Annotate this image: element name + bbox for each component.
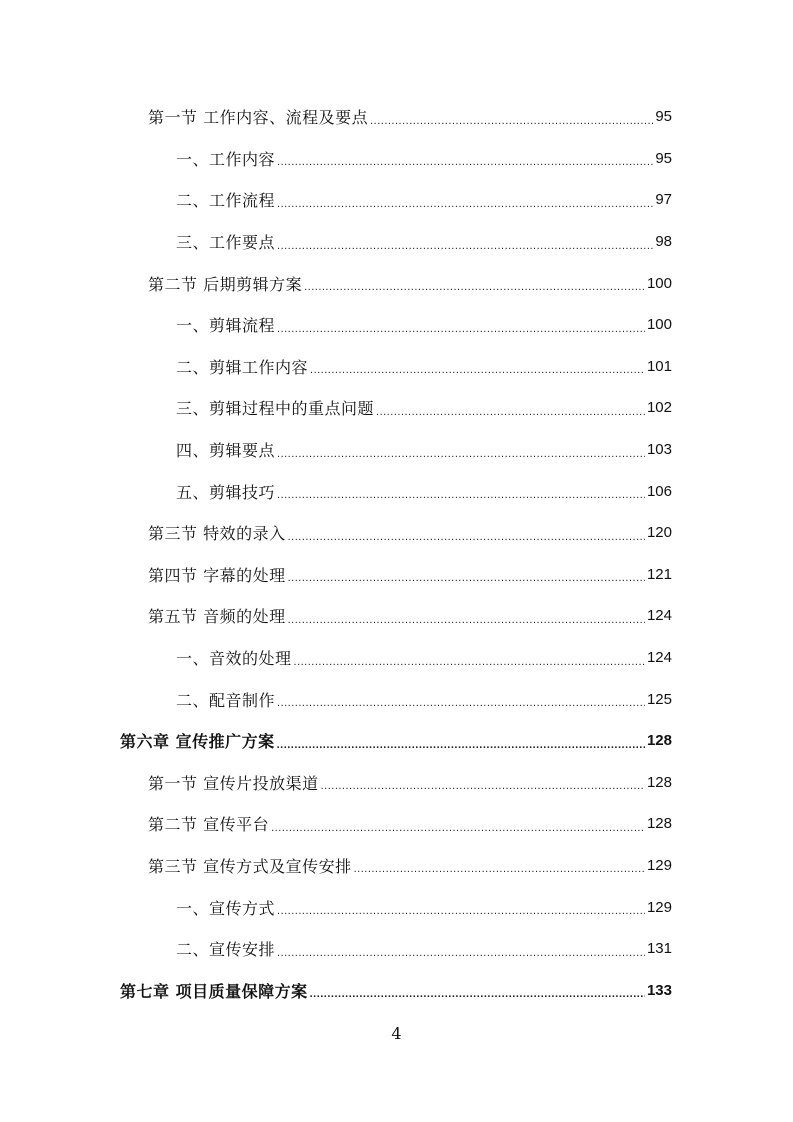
toc-chapter-entry[interactable] [0, 720, 672, 762]
toc-entry-title: 三、工作要点 [176, 233, 276, 253]
toc-entry-title: 第六章 宣传推广方案 [120, 732, 275, 752]
toc-entry-title: 第二节 后期剪辑方案 [148, 274, 303, 294]
toc-dot-leader [277, 156, 653, 168]
toc-entry-title: 二、剪辑工作内容 [176, 357, 309, 377]
toc-entry[interactable] [0, 470, 672, 512]
toc-entry-title: 第三节 特效的录入 [148, 524, 286, 544]
toc-entry[interactable] [0, 803, 672, 845]
toc-dot-leader [310, 988, 645, 1000]
toc-dot-leader [370, 115, 653, 127]
toc-entry[interactable] [0, 637, 672, 679]
toc-entry-title: 第五节 音频的处理 [148, 607, 286, 627]
toc-entry[interactable] [0, 304, 672, 346]
toc-entry-page: 129 [646, 898, 672, 916]
toc-entry-page: 128 [646, 773, 672, 791]
toc-entry-title: 一、工作内容 [176, 149, 276, 169]
toc-entry-page: 121 [646, 565, 672, 583]
page-number: 4 [391, 1024, 402, 1043]
toc-entry[interactable] [0, 179, 672, 221]
toc-entry-title: 二、配音制作 [176, 690, 276, 710]
toc-dot-leader [376, 406, 645, 418]
toc-entry-title: 第四节 字幕的处理 [148, 565, 286, 585]
toc-entry-title: 五、剪辑技巧 [176, 482, 276, 502]
toc-dot-leader [277, 947, 645, 959]
toc-entry-title: 二、宣传安排 [176, 940, 276, 960]
toc-entry[interactable] [0, 762, 672, 804]
toc-entry-title: 三、剪辑过程中的重点问题 [176, 399, 375, 419]
toc-dot-leader [354, 863, 645, 875]
toc-dot-leader [310, 364, 645, 376]
toc-entry-page: 98 [655, 233, 672, 251]
toc-entry-page: 131 [646, 940, 672, 958]
toc-entry[interactable] [0, 512, 672, 554]
toc-entry-title: 第三节 宣传方式及宣传安排 [148, 856, 352, 876]
toc-dot-leader [277, 448, 645, 460]
toc-entry[interactable] [0, 96, 672, 138]
toc-entry-page: 128 [646, 815, 672, 833]
toc-entry[interactable] [0, 429, 672, 471]
toc-entry-page: 106 [646, 482, 672, 500]
toc-entry-title: 二、工作流程 [176, 191, 276, 211]
toc-entry-title: 一、剪辑流程 [176, 316, 276, 336]
toc-entry-page: 100 [646, 274, 672, 292]
toc-entry[interactable] [0, 138, 672, 180]
toc-entry-title: 第七章 项目质量保障方案 [120, 981, 308, 1001]
toc-entry[interactable] [0, 346, 672, 388]
toc-entry[interactable] [0, 886, 672, 928]
toc-dot-leader [304, 281, 645, 293]
toc-dot-leader [277, 240, 653, 252]
toc-entry-title: 一、音效的处理 [176, 649, 292, 669]
toc-entry[interactable] [0, 678, 672, 720]
toc-dot-leader [277, 905, 645, 917]
toc-entry-page: 102 [646, 399, 672, 417]
toc-entry[interactable] [0, 262, 672, 304]
toc-dot-leader [271, 822, 645, 834]
toc-dot-leader [288, 531, 645, 543]
toc-entry-page: 100 [646, 316, 672, 334]
toc-entry[interactable] [0, 595, 672, 637]
toc-entry-page: 129 [646, 856, 672, 874]
toc-entry-page: 120 [646, 524, 672, 542]
toc-chapter-entry[interactable] [0, 969, 672, 1011]
table-of-contents [0, 96, 793, 1011]
toc-dot-leader [294, 656, 645, 668]
toc-entry-title: 第二节 宣传平台 [148, 815, 270, 835]
toc-entry[interactable] [0, 554, 672, 596]
toc-entry[interactable] [0, 845, 672, 887]
toc-entry[interactable] [0, 387, 672, 429]
toc-entry-page: 124 [646, 649, 672, 667]
toc-entry-title: 一、宣传方式 [176, 898, 276, 918]
toc-entry-page: 125 [646, 690, 672, 708]
toc-entry-page: 133 [646, 981, 672, 999]
toc-dot-leader [277, 697, 645, 709]
toc-dot-leader [277, 489, 645, 501]
toc-entry[interactable] [0, 221, 672, 263]
toc-entry[interactable] [0, 928, 672, 970]
toc-entry-page: 124 [646, 607, 672, 625]
toc-dot-leader [288, 572, 645, 584]
toc-entry-title: 第一节 宣传片投放渠道 [148, 773, 319, 793]
toc-entry-page: 95 [655, 149, 672, 167]
toc-entry-page: 103 [646, 441, 672, 459]
toc-entry-page: 128 [646, 732, 672, 750]
toc-entry-title: 第一节 工作内容、流程及要点 [148, 108, 369, 128]
toc-dot-leader [277, 739, 645, 751]
toc-entry-title: 四、剪辑要点 [176, 441, 276, 461]
toc-dot-leader [321, 780, 645, 792]
toc-dot-leader [277, 323, 645, 335]
toc-entry-page: 97 [655, 191, 672, 209]
toc-dot-leader [277, 198, 653, 210]
toc-entry-page: 101 [646, 357, 672, 375]
toc-dot-leader [288, 614, 645, 626]
toc-entry-page: 95 [655, 108, 672, 126]
